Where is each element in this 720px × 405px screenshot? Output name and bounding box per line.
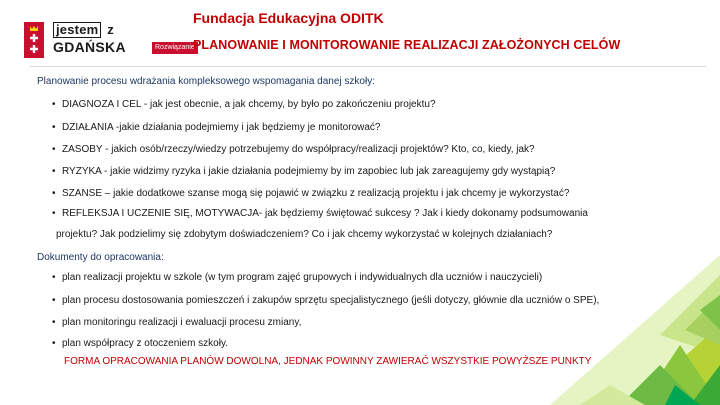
list-item: • REFLEKSJA I UCZENIE SIĘ, MOTYWACJA- jak będziemy świętować sukcesy ? Jak i kiedy dokonamy podsumowania [52,208,588,219]
section2-intro: Dokumenty do opracowania: [37,252,164,263]
list-item: • plan monitoringu realizacji i ewaluacji procesu zmiany, [52,317,302,328]
logo-line-1: jestem z [53,22,114,38]
green-triangle-decoration [430,235,720,405]
page-title: Fundacja Edukacyjna ODITK [193,10,384,26]
list-item: • plan współpracy z otoczeniem szkoły. [52,338,228,349]
list-item: • SZANSE – jakie dodatkowe szanse mogą się pojawić w związku z realizacją projektu i jak chcemy je wykorzystać? [52,188,570,199]
page-subtitle: PLANOWANIE I MONITOROWANIE REALIZACJI ZAŁOŻONYCH CELÓW [193,38,621,52]
list-item: • DIAGNOZA I CEL - jak jest obecnie, a jak chcemy, by było po zakończeniu projektu? [52,99,436,110]
list-item: • plan procesu dostosowania pomieszczeń i zakupów sprzętu specjalistycznego (jeśli dotyczy, głównie dla uczniów o SPE), [52,295,600,306]
list-item-continuation: projektu? Jak podzielimy się zdobytym doświadczeniem? Co i jak chcemy wykorzystać w kolejnych działaniach? [56,229,553,240]
list-item: • ZASOBY - jakich osób/rzeczy/wiedzy potrzebujemy do współpracy/realizacji projektów? Kto, co, kiedy, jak? [52,144,535,155]
list-item: • RYZYKA - jakie widzimy ryzyka i jakie działania podejmiemy by im zapobiec lub jak zareagujemy gdy wystąpią? [52,166,556,177]
section1-intro: Planowanie procesu wdrażania kompleksowego wspomagania danej szkoły: [37,76,375,87]
gdansk-crest-icon [24,22,44,58]
footer-note: FORMA OPRACOWANIA PLANÓW DOWOLNA, JEDNAK POWINNY ZAWIERAĆ WSZYSTKIE POWYŻSZE PUNKTY [64,356,592,367]
list-item: • plan realizacji projektu w szkole (w tym program zajęć grupowych i indywidualnych dla uczniów i nauczycieli) [52,272,543,283]
logo-tag: Rozwiązanie [152,42,198,54]
logo-line-2: GDAŃSKA [53,39,126,55]
logo [24,22,195,58]
header-divider [30,66,706,67]
list-item: • DZIAŁANIA -jakie działania podejmiemy i jak będziemy je monitorować? [52,122,381,133]
